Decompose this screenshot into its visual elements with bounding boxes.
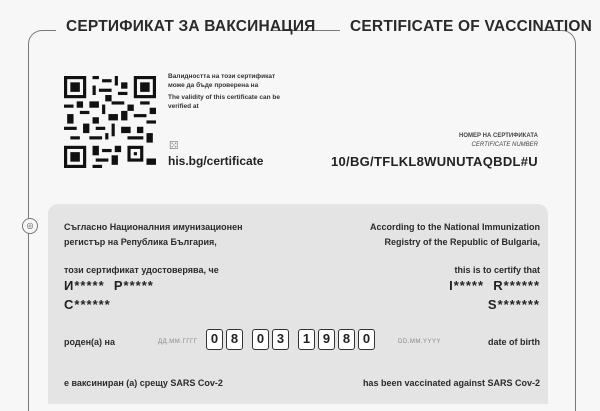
fold-marker-icon: ◎ xyxy=(22,218,38,234)
certificate-number: 10/BG/TFLKL8WUNUTAQBDL#U xyxy=(330,154,538,169)
registry-bg-line1: Съгласно Националния имунизационен xyxy=(64,222,243,232)
title-bulgarian: СЕРТИФИКАТ ЗА ВАКСИНАЦИЯ xyxy=(66,18,316,35)
dob-digit: 8 xyxy=(226,329,243,350)
verification-text-en: The validity of this certificate can be verified at xyxy=(168,94,280,110)
vaccinated-text-bg: е ваксиниран (а) срещу SARS Cov-2 xyxy=(64,378,223,388)
qr-code xyxy=(64,76,156,168)
certify-text-bg: този сертификат удостоверява, че xyxy=(64,265,219,275)
certificate-number-label xyxy=(459,132,538,150)
registry-en-line2: Registry of the Republic of Bulgaria, xyxy=(384,237,540,247)
holder-name-bg-line2: С****** xyxy=(64,297,111,312)
verification-url[interactable]: his.bg/certificate xyxy=(168,154,264,168)
certificate-details-panel xyxy=(48,204,548,404)
verification-text xyxy=(168,72,288,111)
vaccinated-text-en: has been vaccinated against SARS Cov-2 xyxy=(362,378,540,388)
registry-bg-line2: регистър на Република България, xyxy=(64,237,217,247)
dob-digit: 9 xyxy=(318,329,335,350)
certificate-number-label-en: CERTIFICATE NUMBER xyxy=(471,142,538,148)
title-english: CERTIFICATE OF VACCINATION xyxy=(350,18,592,35)
born-label-bg: роден(а) на xyxy=(64,337,115,347)
small-qr-icon: ⚄ xyxy=(169,140,179,152)
dob-digit: 8 xyxy=(338,329,355,350)
dob-format-hint-bg: ДД.ММ.ГГГГ xyxy=(158,339,198,345)
date-of-birth xyxy=(206,329,378,350)
registry-en-line1: According to the National Immunization xyxy=(369,222,540,232)
holder-name-en-line1: I***** R****** xyxy=(449,278,540,293)
certificate-number-label-bg: НОМЕР НА СЕРТИФИКАТА xyxy=(459,133,538,139)
born-label-en: date of birth xyxy=(488,337,540,347)
dob-format-hint-en: DD.MM.YYYY xyxy=(398,339,442,345)
holder-name-bg-line1: И***** Р***** xyxy=(64,278,154,293)
certify-text-en: this is to certify that xyxy=(454,265,540,275)
holder-name-en-line2: S******* xyxy=(487,297,540,312)
dob-digit: 1 xyxy=(298,329,315,350)
dob-digit: 3 xyxy=(272,329,289,350)
verification-text-bg: Валидността на този сертификат може да бъде проверена на xyxy=(168,73,276,89)
dob-digit: 0 xyxy=(252,329,269,350)
dob-digit: 0 xyxy=(206,329,223,350)
dob-digit: 0 xyxy=(358,329,375,350)
